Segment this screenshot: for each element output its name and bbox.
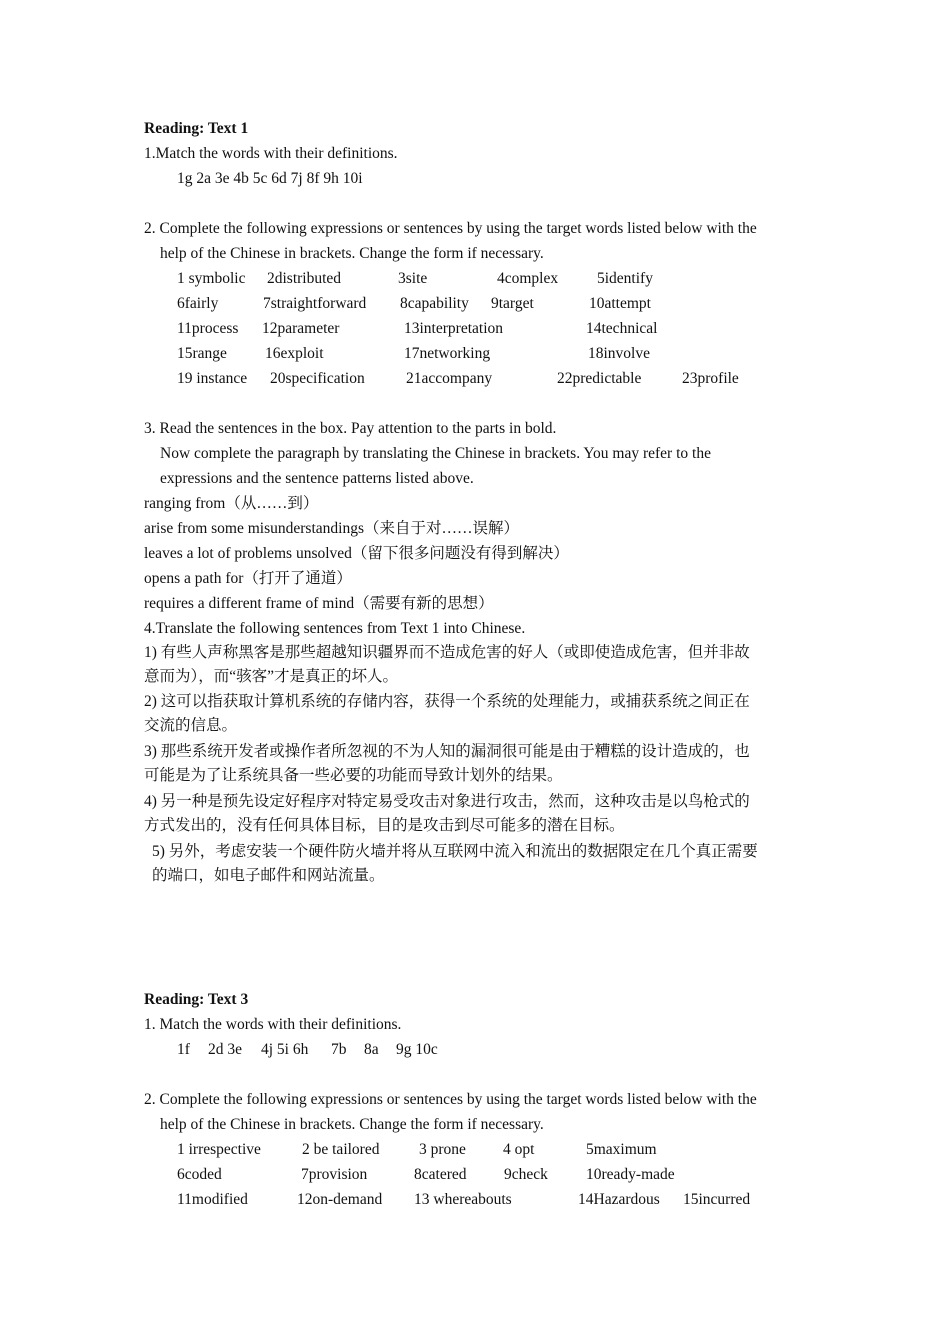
word-item: 4complex — [497, 270, 559, 287]
answer-item: 2d 3e — [208, 1041, 243, 1058]
text3-q2-prompt-cont: help of the Chinese in brackets. Change the form if necessary. — [160, 1116, 544, 1133]
word-item: 8capability — [400, 295, 469, 312]
translation-item: 1) 有些人声称黑客是那些超越知识疆界而不造成危害的好人（或即使造成危害，但并非故 — [144, 644, 750, 661]
word-item: 6coded — [177, 1166, 222, 1183]
phrase-item: requires a different frame of mind（需要有新的思想） — [144, 595, 494, 612]
word-item: 19 instance — [177, 370, 248, 387]
word-item: 23profile — [682, 370, 739, 387]
translation-item: 5) 另外，考虑安装一个硬件防火墙并将从互联网中流入和流出的数据限定在几个真正需要 — [152, 843, 758, 860]
word-item: 10ready-made — [586, 1166, 675, 1183]
translation-item: 3) 那些系统开发者或操作者所忽视的不为人知的漏洞很可能是由于糟糕的设计造成的，也 — [144, 743, 750, 760]
word-item: 8catered — [414, 1166, 467, 1183]
phrase-item: ranging from（从……到） — [144, 495, 319, 512]
word-item: 14Hazardous — [578, 1191, 660, 1208]
translation-item-cont: 交流的信息。 — [144, 717, 238, 734]
translation-item-cont: 意而为），而“骇客”才是真正的坏人。 — [144, 668, 399, 685]
word-item: 5maximum — [586, 1141, 657, 1158]
word-item: 13interpretation — [404, 320, 503, 337]
word-item: 16exploit — [265, 345, 324, 362]
text1-q1-answers: 1g 2a 3e 4b 5c 6d 7j 8f 9h 10i — [177, 170, 363, 187]
word-item: 13 whereabouts — [414, 1191, 512, 1208]
phrase-item: opens a path for（打开了通道） — [144, 570, 352, 587]
answer-item: 8a — [364, 1041, 379, 1058]
text1-q2-prompt: 2. Complete the following expressions or sentences by using the target words listed below with the — [144, 220, 757, 237]
word-item: 3 prone — [419, 1141, 466, 1158]
text3-q1-prompt: 1. Match the words with their definitions. — [144, 1016, 402, 1033]
word-item: 17networking — [404, 345, 491, 362]
word-item: 18involve — [588, 345, 650, 362]
word-item: 9target — [491, 295, 534, 312]
translation-item-cont: 的端口，如电子邮件和网站流量。 — [152, 867, 385, 884]
word-item: 4 opt — [503, 1141, 535, 1158]
text1-heading: Reading: Text 1 — [144, 120, 249, 137]
word-item: 6fairly — [177, 295, 219, 312]
word-item: 12parameter — [262, 320, 340, 337]
text3-heading: Reading: Text 3 — [144, 991, 249, 1008]
text1-q2-prompt-cont: help of the Chinese in brackets. Change the form if necessary. — [160, 245, 544, 262]
text1-q1-prompt: 1.Match the words with their definitions. — [144, 145, 398, 162]
translation-item: 2) 这可以指获取计算机系统的存储内容，获得一个系统的处理能力，或捕获系统之间正在 — [144, 693, 750, 710]
text3-q2-prompt: 2. Complete the following expressions or sentences by using the target words listed below with the — [144, 1091, 757, 1108]
word-item: 11modified — [177, 1191, 248, 1208]
word-item: 22predictable — [557, 370, 642, 387]
text1-q3-prompt-cont: Now complete the paragraph by translating the Chinese in brackets. You may refer to the — [160, 445, 711, 462]
word-item: 20specification — [270, 370, 365, 387]
word-item: 15range — [177, 345, 227, 362]
text1-q3-prompt: 3. Read the sentences in the box. Pay attention to the parts in bold. — [144, 420, 557, 437]
answer-item: 4j 5i 6h — [261, 1041, 309, 1058]
translation-item-cont: 可能是为了让系统具备一些必要的功能而导致计划外的结果。 — [144, 767, 563, 784]
word-item: 2 be tailored — [302, 1141, 380, 1158]
answer-item: 7b — [331, 1041, 347, 1058]
word-item: 5identify — [597, 270, 653, 287]
word-item: 12on-demand — [297, 1191, 383, 1208]
word-item: 15incurred — [683, 1191, 751, 1208]
word-item: 3site — [398, 270, 428, 287]
word-item: 2distributed — [267, 270, 342, 287]
translation-item: 4) 另一种是预先设定好程序对特定易受攻击对象进行攻击，然而，这种攻击是以鸟枪式的 — [144, 793, 750, 810]
word-item: 1 symbolic — [177, 270, 246, 287]
answer-item: 1f — [177, 1041, 190, 1058]
word-item: 21accompany — [406, 370, 493, 387]
word-item: 1 irrespective — [177, 1141, 261, 1158]
phrase-item: leaves a lot of problems unsolved（留下很多问题没有得到解决） — [144, 545, 569, 562]
word-item: 9check — [504, 1166, 548, 1183]
phrase-item: arise from some misunderstandings（来自于对……误解） — [144, 520, 519, 537]
word-item: 10attempt — [589, 295, 651, 312]
translation-item-cont: 方式发出的，没有任何具体目标，目的是攻击到尽可能多的潜在目标。 — [144, 817, 625, 834]
word-item: 7provision — [301, 1166, 368, 1183]
word-item: 11process — [177, 320, 239, 337]
text1-q3-prompt-cont: expressions and the sentence patterns listed above. — [160, 470, 474, 487]
word-item: 7straightforward — [263, 295, 367, 312]
word-item: 14technical — [586, 320, 658, 337]
text1-q4-prompt: 4.Translate the following sentences from Text 1 into Chinese. — [144, 620, 526, 637]
answer-item: 9g 10c — [396, 1041, 438, 1058]
